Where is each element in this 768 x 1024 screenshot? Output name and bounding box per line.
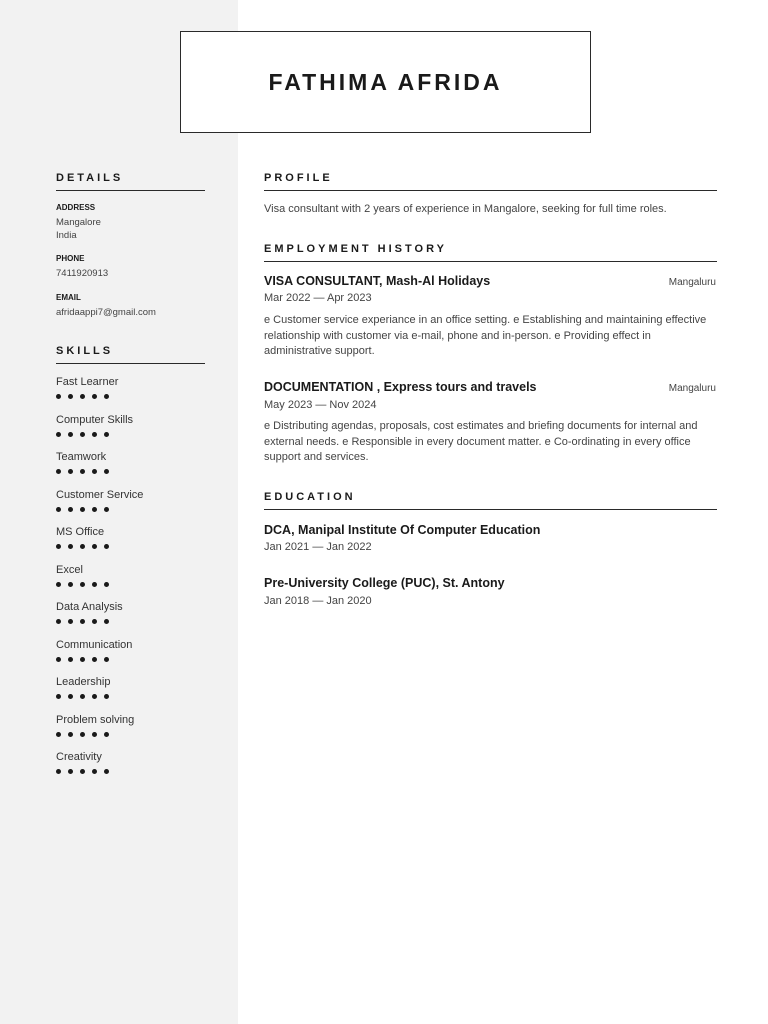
skill-level-dots xyxy=(56,694,110,699)
skill-level-dot xyxy=(92,582,97,587)
skill-level-dot xyxy=(56,694,61,699)
skill-name: Fast Learner xyxy=(56,376,119,388)
profile-text: Visa consultant with 2 years of experience in Mangalore, seeking for full time roles. xyxy=(264,203,667,215)
education-dates: Jan 2018 — Jan 2020 xyxy=(264,595,372,607)
skill-item xyxy=(56,601,123,624)
skill-name: Leadership xyxy=(56,676,111,688)
skill-level-dot xyxy=(56,769,61,774)
education-title: Pre-University College (PUC), St. Antony xyxy=(264,576,505,590)
skill-level-dots xyxy=(56,469,109,474)
skill-level-dot xyxy=(92,432,97,437)
skill-level-dot xyxy=(104,732,109,737)
job-location: Mangaluru xyxy=(668,383,716,394)
skill-level-dot xyxy=(68,732,73,737)
skill-level-dot xyxy=(92,469,97,474)
education-dates: Jan 2021 — Jan 2022 xyxy=(264,541,372,553)
skill-item xyxy=(56,676,110,699)
sidebar xyxy=(0,0,238,1024)
skill-level-dot xyxy=(80,394,85,399)
skill-level-dot xyxy=(92,769,97,774)
name-header xyxy=(180,31,591,133)
skill-level-dots xyxy=(56,507,143,512)
address-label: ADDRESS xyxy=(56,203,96,212)
job-title: VISA CONSULTANT, Mash-Al Holidays xyxy=(264,274,491,288)
skill-level-dot xyxy=(80,619,85,624)
skill-level-dot xyxy=(104,619,109,624)
skill-level-dot xyxy=(104,507,109,512)
profile-heading: PROFILE xyxy=(264,172,717,191)
skill-level-dot xyxy=(56,732,61,737)
skill-item xyxy=(56,714,134,737)
phone-label: PHONE xyxy=(56,254,85,263)
employment-heading: EMPLOYMENT HISTORY xyxy=(264,243,717,262)
job-dates: Mar 2022 — Apr 2023 xyxy=(264,292,372,304)
skill-name: Data Analysis xyxy=(56,601,123,613)
skill-level-dots xyxy=(56,544,109,549)
skill-level-dots xyxy=(56,432,133,437)
skill-item xyxy=(56,489,143,512)
skill-level-dot xyxy=(104,544,109,549)
skill-level-dot xyxy=(80,432,85,437)
skill-level-dot xyxy=(68,619,73,624)
skill-level-dot xyxy=(68,544,73,549)
skill-level-dot xyxy=(80,507,85,512)
skill-level-dot xyxy=(104,582,109,587)
skill-level-dot xyxy=(56,619,61,624)
skill-level-dot xyxy=(80,732,85,737)
skill-level-dot xyxy=(68,769,73,774)
skill-item xyxy=(56,451,109,474)
skill-level-dot xyxy=(56,432,61,437)
skill-level-dot xyxy=(80,582,85,587)
skill-level-dot xyxy=(104,769,109,774)
skill-level-dot xyxy=(80,544,85,549)
address-line1: Mangalore xyxy=(56,217,101,228)
skill-level-dot xyxy=(92,657,97,662)
skill-level-dot xyxy=(68,432,73,437)
skill-name: MS Office xyxy=(56,526,105,538)
skill-level-dot xyxy=(104,432,109,437)
skill-level-dot xyxy=(80,769,85,774)
email-value: afridaappi7@gmail.com xyxy=(56,307,156,318)
job-description: e Distributing agendas, proposals, cost estimates and briefing documents for internal and external needs. e Responsible in every document matter. e Co-ordinating in every office support and services. xyxy=(264,420,698,463)
skill-level-dot xyxy=(92,507,97,512)
skill-level-dot xyxy=(56,394,61,399)
skill-name: Problem solving xyxy=(56,713,135,726)
skill-level-dot xyxy=(68,694,73,699)
address-line2: India xyxy=(56,230,77,241)
email-label: EMAIL xyxy=(56,293,81,302)
skill-name: Teamwork xyxy=(56,451,107,463)
skill-level-dots xyxy=(56,657,132,662)
skill-level-dot xyxy=(92,694,97,699)
skill-level-dot xyxy=(80,469,85,474)
skill-level-dot xyxy=(68,657,73,662)
skill-item xyxy=(56,751,109,774)
skill-level-dot xyxy=(68,507,73,512)
skill-name: Creativity xyxy=(56,751,102,763)
skill-level-dots xyxy=(56,582,109,587)
phone-value: 7411920913 xyxy=(56,268,109,279)
skill-name: Customer Service xyxy=(56,488,144,501)
skill-level-dot xyxy=(80,657,85,662)
skill-item xyxy=(56,564,109,587)
skill-level-dots xyxy=(56,769,109,774)
skill-level-dots xyxy=(56,619,123,624)
education-heading: EDUCATION xyxy=(264,491,717,510)
skill-name: Communication xyxy=(56,638,133,651)
skill-level-dot xyxy=(92,394,97,399)
job-location: Mangaluru xyxy=(668,277,716,288)
skill-item xyxy=(56,376,118,399)
skill-level-dot xyxy=(56,582,61,587)
skill-level-dots xyxy=(56,732,134,737)
skill-level-dot xyxy=(56,507,61,512)
skills-heading: SKILLS xyxy=(56,345,205,364)
skill-level-dot xyxy=(92,544,97,549)
skill-level-dot xyxy=(104,394,109,399)
skill-name: Computer Skills xyxy=(56,413,134,426)
job-description: e Customer service experiance in an office setting. e Establishing and maintaining effective relationship with customer via e-mail, phone and in-person. e Providing effect in administrative support. xyxy=(264,314,707,357)
skill-item xyxy=(56,414,133,437)
skill-item xyxy=(56,526,109,549)
skill-item xyxy=(56,639,132,662)
skill-level-dots xyxy=(56,394,118,399)
skill-level-dot xyxy=(104,657,109,662)
skill-level-dot xyxy=(56,469,61,474)
details-heading: DETAILS xyxy=(56,172,205,191)
job-title: DOCUMENTATION , Express tours and travels xyxy=(264,380,537,394)
skill-level-dot xyxy=(92,619,97,624)
skill-level-dot xyxy=(80,694,85,699)
education-title: DCA, Manipal Institute Of Computer Education xyxy=(264,523,541,537)
skill-level-dot xyxy=(92,732,97,737)
full-name: FATHIMA AFRIDA xyxy=(268,68,503,95)
skill-name: Excel xyxy=(56,563,83,576)
job-dates: May 2023 — Nov 2024 xyxy=(264,399,377,411)
skill-level-dot xyxy=(68,582,73,587)
skill-level-dot xyxy=(56,657,61,662)
skill-level-dot xyxy=(104,469,109,474)
skill-level-dot xyxy=(56,544,61,549)
skill-level-dot xyxy=(68,394,73,399)
skill-level-dot xyxy=(104,694,109,699)
skill-level-dot xyxy=(68,469,73,474)
